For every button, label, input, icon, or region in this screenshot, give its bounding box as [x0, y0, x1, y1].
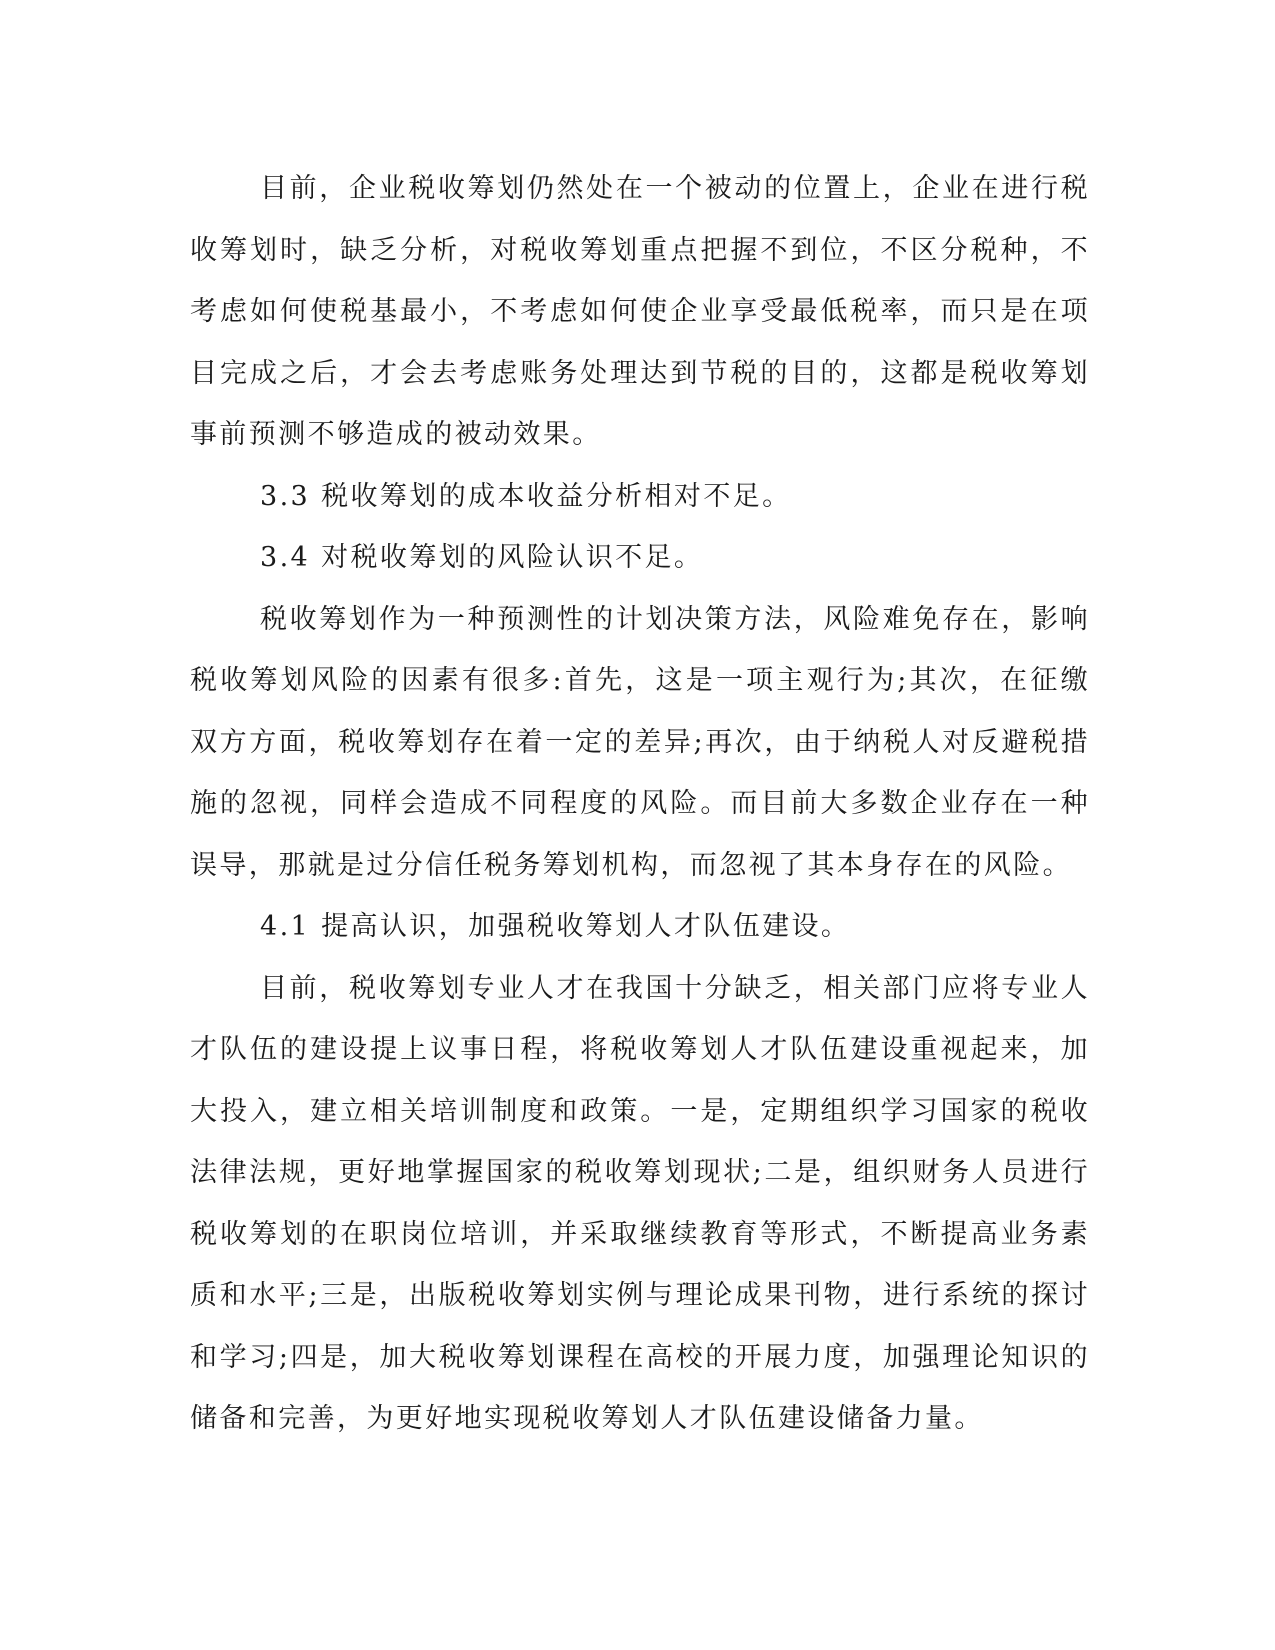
paragraph-talent-measures: 目前，税收筹划专业人才在我国十分缺乏，相关部门应将专业人才队伍的建设提上议事日程，将税收筹划人才队伍建设重视起来，加大投入，建立相关培训制度和政策。一是，定期组织学习国家的税收法律法规，更好地掌握国家的税收筹划现状;二是，组织财务人员进行税收筹划的在职岗位培训，并采取继续教育等形式，不断提高业务素质和水平;三是，出版税收筹划实例与理论成果刊物，进行系统的探讨和学习;四是，加大税收筹划课程在高校的开展力度，加强理论知识的储备和完善，为更好地实现税收筹划人才队伍建设储备力量。 — [190, 972, 1090, 1434]
paragraph-passive-planning: 目前，企业税收筹划仍然处在一个被动的位置上，企业在进行税收筹划时，缺乏分析，对税收筹划重点把握不到位，不区分税种，不考虑如何使税基最小，不考虑如何使企业享受最低税率，而只是在项目完成之后，才会去考虑账务处理达到节税的目的，这都是税收筹划事前预测不够造成的被动效果。 — [190, 173, 1090, 450]
heading-3-3-cost-benefit: 3.3 税收筹划的成本收益分析相对不足。 — [260, 480, 792, 512]
paragraph-risk-factors: 税收筹划作为一种预测性的计划决策方法，风险难免存在，影响税收筹划风险的因素有很多:首先，这是一项主观行为;其次，在征缴双方方面，税收筹划存在着一定的差异;再次，由于纳税人对反避税措施的忽视，同样会造成不同程度的风险。而目前大多数企业存在一种误导，那就是过分信任税务筹划机构，而忽视了其本身存在的风险。 — [190, 603, 1090, 881]
heading-3-4-risk-awareness: 3.4 对税收筹划的风险认识不足。 — [260, 542, 704, 573]
document-body — [190, 158, 1090, 1450]
heading-4-1-talent-building: 4.1 提高认识，加强税收筹划人才队伍建设。 — [260, 911, 851, 942]
